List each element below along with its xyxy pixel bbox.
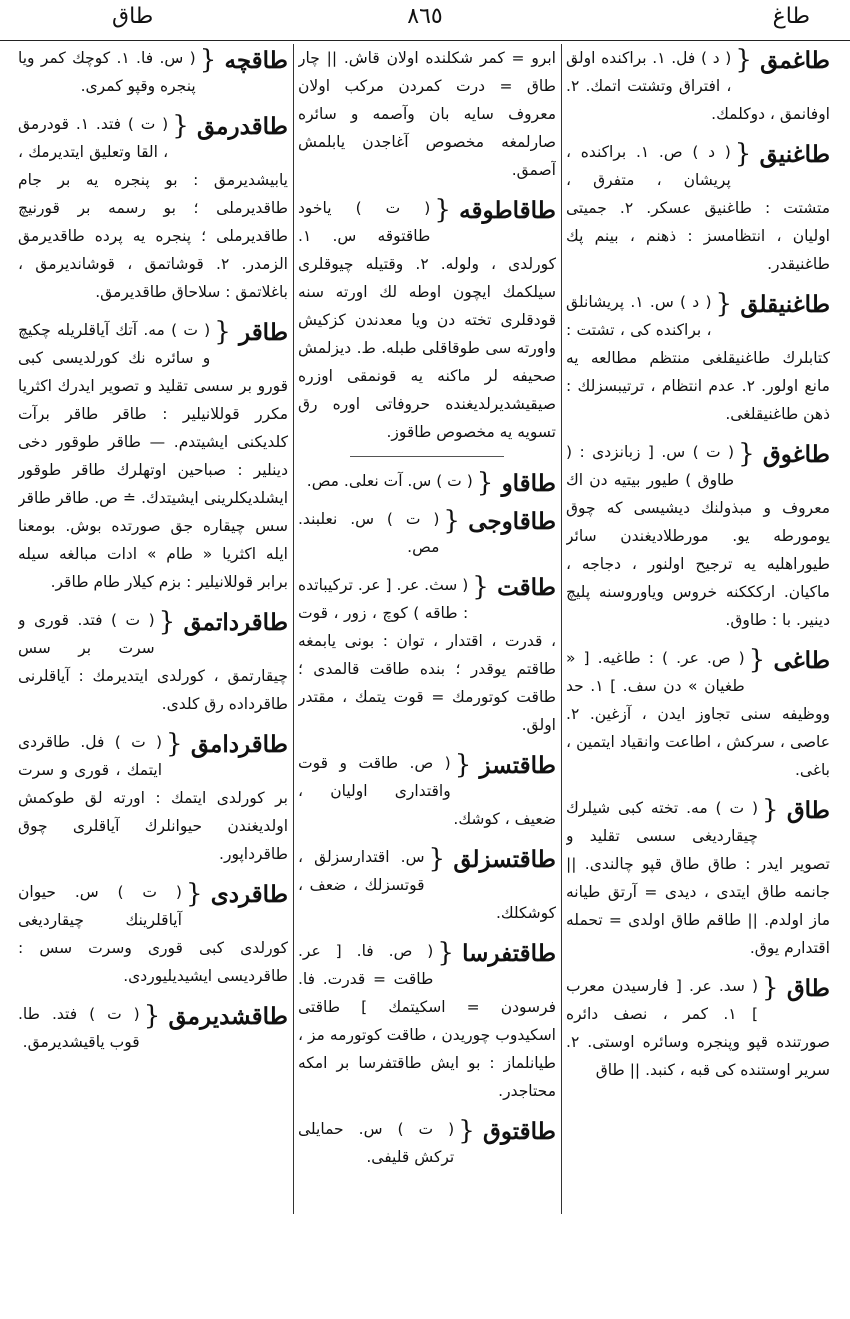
column-divider-left <box>293 44 294 1214</box>
entry-definition: ( ت ) س. [ زبانزدى : ( طاوق ) طيور بيتيه دن اك معروف و مبذولنك ديشيسى كه چوق يومورطه يو. مورطلاديغندن سائر طيوراهليه يه ترجيح اولنور ، دجاجه ، ماكيان. اركككنه خروس وياوروسنه پليچ دينير. با : طاوق. <box>566 443 830 629</box>
dictionary-entry <box>298 937 556 1105</box>
entry-definition: ( د ) فل. ١. براكنده اولق ، افتراق وتشتت اتمك. ٢. اوفانمق ، دوكلمك. <box>566 49 830 123</box>
entry-headword: طاقردى { <box>186 878 288 911</box>
dictionary-entry <box>298 467 556 495</box>
dictionary-entry <box>566 44 830 128</box>
entry-definition: ( سد. عر. [ فارسيدن معرب ] ١. كمر ، نصف دائره صورتنده قپو وپنجره وسائره اوستى. ٢. سرير اوستنده كى قبه ، كنبد. || طاق <box>566 977 830 1079</box>
dictionary-entry <box>566 644 830 784</box>
entry-headword: طاقاوجى { <box>443 505 556 538</box>
entry-definition: ( ت ) س. حمايلى تركش قليفى. <box>298 1120 455 1166</box>
dictionary-entry <box>566 438 830 634</box>
entry-definition: ( ت ) س. حيوان آياقلرينك چيقارديغى كورلدى كبى قورى وسرت سس : طاقرديسى ايشيديليوردى. <box>18 883 288 985</box>
dictionary-entry <box>566 794 830 962</box>
entry-definition: س. اقتدارسزلق ، قوتسزلك ، ضعف ، كوشكلك. <box>298 848 556 922</box>
dictionary-entry <box>18 878 288 990</box>
entry-definition: ( ت ) ياخود طاقتوقه س. ١. كورلدى ، ولوله. ٢. وقتيله چيوقلرى سيلكمك ايچون اوطه لك اورته سنه قودقلرى تخته دن ويا معدندن كزكيش واورته سى طوقاقلى طبله. ط. ديزلمش صحيفه لر ماكنه يه قونمقى اوزره صيقيشديرلديغنده حروفاتى اوره رق تسويه يه مخصوص طاقوز. <box>298 199 556 441</box>
column-left <box>18 44 288 1214</box>
dictionary-entry <box>298 749 556 833</box>
entry-definition: ( ت ) فتد. طا. قوب ياقيشديرمق. <box>18 1005 140 1051</box>
entry-headword: طاقچه { <box>200 44 288 77</box>
entry-headword: طاقتوق { <box>458 1115 556 1148</box>
entry-definition: ( د ) ص. ١. براكنده ، پريشان ، متفرق ، متشتت : طاغنيق عسكر. ٢. جميتى اوليان ، انتظامسز : ذهنم ، بينم پك طاغنيقدر. <box>566 143 830 273</box>
entry-headword: طاغوق { <box>738 438 830 471</box>
dictionary-entry <box>298 1115 556 1171</box>
entry-headword: طاقتفرسا { <box>437 937 556 970</box>
entry-definition: ( ص. طاقت و قوت واقتدارى اوليان ، ضعيف ، كوشك. <box>298 754 556 828</box>
entry-headword: طاق { <box>762 794 830 827</box>
dictionary-entry <box>566 972 830 1084</box>
entry-definition: ( ص. فا. [ عر. طاقت = قدرت. فا. فرسودن = اسكيتمك ] طاقتى اسكيدوب چوريدن ، طاقت كوتورمه مز ، طيانلماز : بو ايش طاقتفرسا بر امكه محتاجدر. <box>298 942 556 1100</box>
dictionary-entry <box>566 138 830 278</box>
running-head-right: طاغ <box>772 4 810 29</box>
entry-definition: ابرو = كمر شكلنده اولان قاش. || چار طاق = درت كمردن مركب اولان معروف سايه بان وآصمه و سائره صارلمغه مخصوص آغاجدن يابلمش آصمق. <box>298 49 556 179</box>
column-divider-right <box>561 44 562 1214</box>
dictionary-entry <box>566 288 830 428</box>
dictionary-entry <box>18 728 288 868</box>
column-right <box>566 44 830 1214</box>
entry-definition: ( ت ) مه. آتك آياقلريله چكيچ و سائره نك كورلديسى كبى قورو بر سسى تقليد و تصوير ايدرك اكثريا مكرر قوللانيلير : طاقر طاقر برآت كلديكنى ايشيتدم. — طاقر طوقور دخى دينلير : صباحين اوتهلرك طاقر طوقور ايشلديكلرينى ايشيتدك. ≐ ص. طاقر طاقر سس چيقاره جق صورتده بوش. بومعنا ايله اكثريا « طام » ادات مبالغه سيله برابر قوللانيلير : بزم كيلار طام طاقر. <box>18 321 288 591</box>
dictionary-entry <box>298 44 556 184</box>
entry-headword: طاقشديرمق { <box>144 1000 288 1033</box>
dictionary-entry <box>298 843 556 927</box>
section-rule <box>350 456 505 457</box>
entry-headword: طاقرداتمق { <box>159 606 288 639</box>
dictionary-entry <box>18 1000 288 1056</box>
entry-headword: طاقردامق { <box>166 728 288 761</box>
dictionary-entry <box>18 606 288 718</box>
entry-definition: ( ت ) فتد. ١. قودرمق ، القا وتعليق ايتديرمك ، يابيشديرمق : بو پنجره يه بر جام طاقديرملى ؛ بو رسمه بر قورنيچ طاقديرملى ؛ پنجره يه پرده طاقديرمق الزمدر. ٢. قوشاتمق ، قوشانديرمق ، باغلاتمق : سلاحاق طاقديرمق. <box>18 115 288 301</box>
page-header <box>0 0 850 41</box>
entry-headword: طاقتسزلق { <box>429 843 556 876</box>
entry-definition: ( ص. عر. ) : طاغيه. [ « طغيان » دن سف. ] ١. حد ووظيفه سنى تجاوز ايدن ، آزغين. ٢. عاصى ، سركش ، اطاعت وانقياد ايتمين ، باغى. <box>566 649 830 779</box>
dictionary-entry <box>18 110 288 306</box>
entry-headword: طاقدرمق { <box>172 110 288 143</box>
dictionary-entry <box>298 571 556 739</box>
entry-headword: طاقاطوقه { <box>434 194 556 227</box>
entry-headword: طاقتسز { <box>455 749 556 782</box>
entry-headword: طاقر { <box>214 316 288 349</box>
entry-definition: ( ت ) س. آت نعلى. مص. <box>306 472 473 490</box>
entry-headword: طاغنيقلق { <box>716 288 830 321</box>
dictionary-entry <box>18 316 288 596</box>
entry-definition: ( د ) س. ١. پريشانلق ، براكنده كى ، تشتت : كتابلرك طاغنيقلغى منتظم مطالعه يه مانع اولور. ٢. عدم انتظام ، ترتيبسزلك : ذهن طاغنيقلغى. <box>566 293 830 423</box>
running-head-left: طاق <box>112 4 154 29</box>
page-number: ٨٦٥ <box>407 4 443 29</box>
entry-definition: ( سث. عر. [ عر. تركيباتده : طاقه ) كوچ ، زور ، قوت ، قدرت ، اقتدار ، توان : بونى يابمغه طاقتم يوقدر ؛ بنده طاقت قالمدى ؛ طاقت كوتورمك = قوت يتمك ، مقتدر اولق. <box>298 576 556 734</box>
dictionary-entry <box>298 505 556 561</box>
entry-definition: ( س. فا. ١. كوچك كمر ويا پنجره وقپو كمرى. <box>18 49 196 95</box>
entry-headword: طاغنيق { <box>735 138 830 171</box>
entry-headword: طاق { <box>762 972 830 1005</box>
column-middle <box>298 44 556 1214</box>
entry-definition: ( ت ) مه. تخته كبى شيلرك چيقارديغى سسى تقليد و تصوير ايدر : طاق طاق قپو چالندى. || جانمه طاق ايتدى ، ديدى = آرتق طيانه ماز اولدم. || طاقم طاق اولدى = تحمله اقتدارم يوق. <box>566 799 830 957</box>
entry-headword: طاغى { <box>749 644 830 677</box>
entry-definition: ( ت ) س. نعلبند. مص. <box>298 510 440 556</box>
entry-headword: طاغمق { <box>735 44 830 77</box>
dictionary-entry <box>18 44 288 100</box>
entry-headword: طاقت { <box>472 571 556 604</box>
entry-definition: ( ت ) فل. طاقردى ايتمك ، قورى و سرت بر كورلدى ايتمك : اورته لق طوكمش اولديغندن حيوانلرك آياقلرى چوق طاقرداپور. <box>18 733 288 863</box>
dictionary-entry <box>298 194 556 446</box>
entry-headword: طاقاو { <box>477 467 556 500</box>
entry-definition: ( ت ) فتد. قورى و سرت بر سس چيقارتمق ، كورلدى ايتديرمك : آياقلرنى طاقرداده رق كلدى. <box>18 611 288 713</box>
